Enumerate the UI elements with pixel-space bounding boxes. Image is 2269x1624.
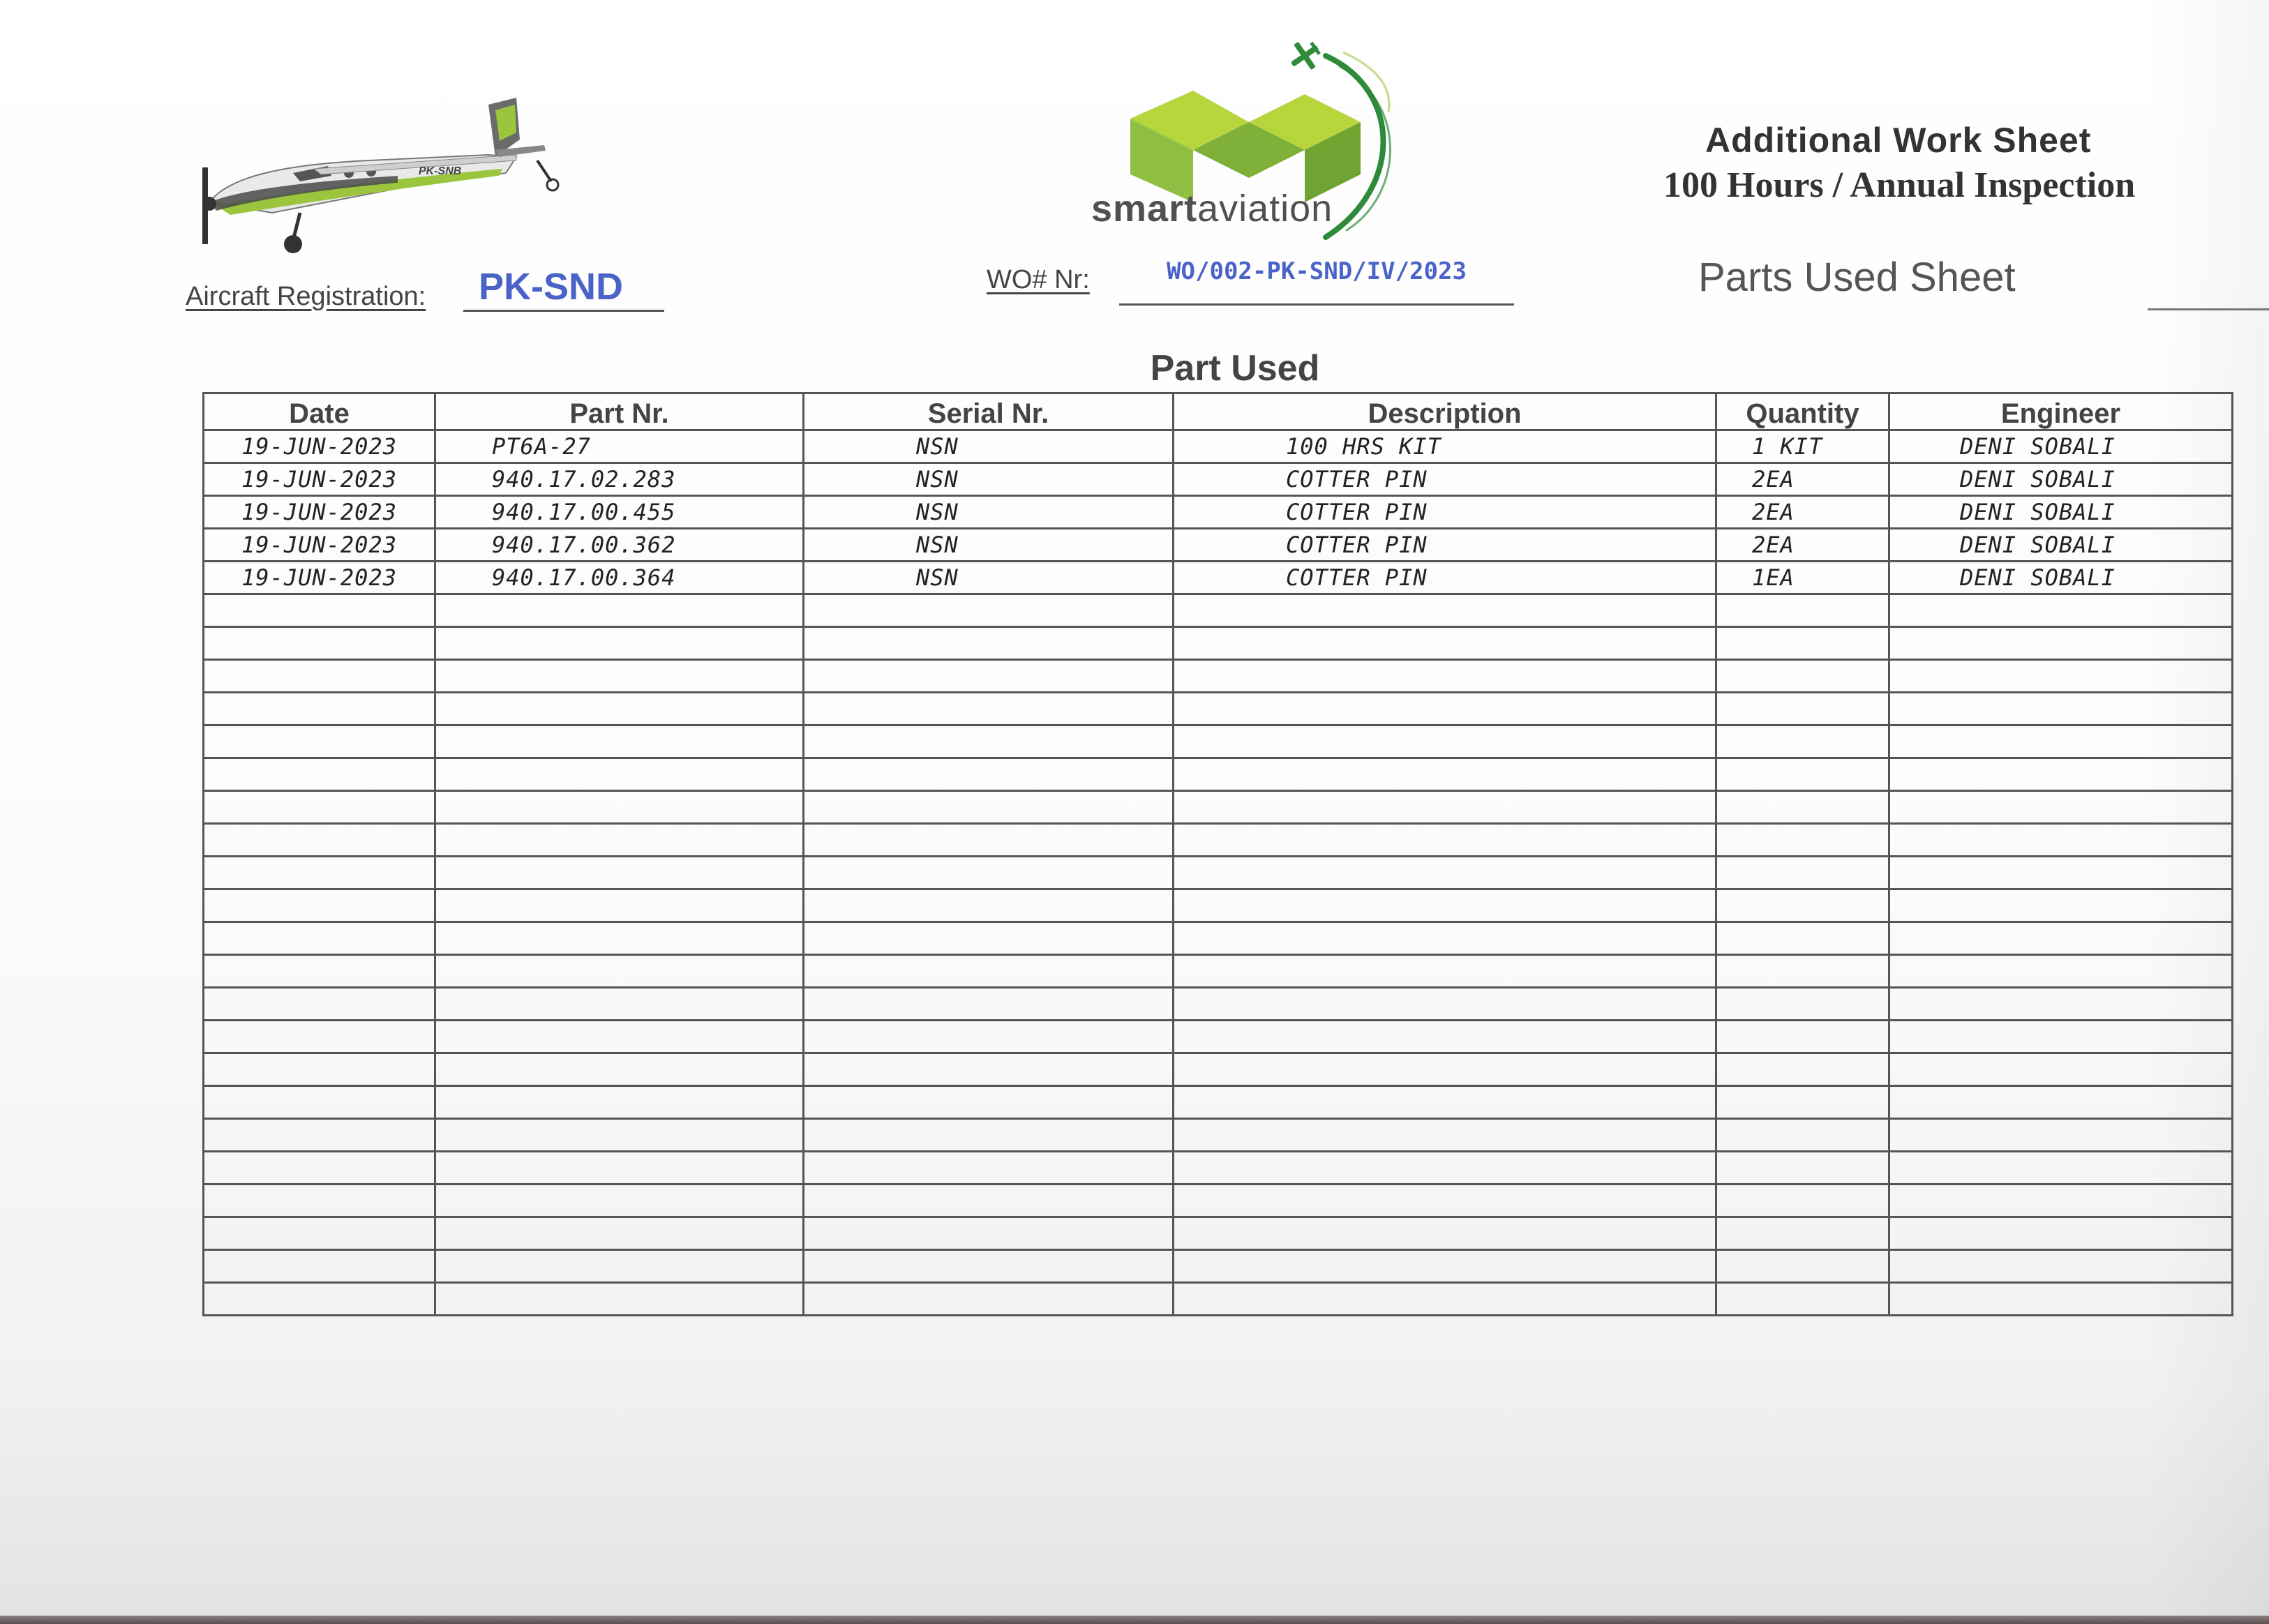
cell-engineer: DENI SOBALI	[1889, 430, 2233, 463]
cell-date-blank	[204, 1086, 435, 1119]
table-row	[204, 463, 2233, 496]
cell-quantity-blank	[1716, 1053, 1889, 1086]
cell-part-nr-blank	[435, 889, 804, 922]
cell-part-nr-blank	[435, 1283, 804, 1316]
cell-description-blank	[1174, 889, 1716, 922]
cell-date: 19-JUN-2023	[204, 562, 435, 594]
cell-engineer: DENI SOBALI	[1889, 496, 2233, 529]
cell-serial-nr-blank	[804, 791, 1174, 824]
cell-engineer-blank	[1889, 955, 2233, 988]
table-row-blank	[204, 955, 2233, 988]
cell-description-blank	[1174, 922, 1716, 955]
cell-quantity-blank	[1716, 693, 1889, 725]
cell-description: COTTER PIN	[1174, 529, 1716, 562]
cell-date: 19-JUN-2023	[204, 430, 435, 463]
table-row-blank	[204, 988, 2233, 1021]
table-row-blank	[204, 758, 2233, 791]
cell-part-nr-blank	[435, 1119, 804, 1152]
cell-serial-nr-blank	[804, 955, 1174, 988]
cell-part-nr-blank	[435, 1250, 804, 1283]
cell-description-blank	[1174, 1217, 1716, 1250]
table-row-blank	[204, 594, 2233, 627]
table-row	[204, 496, 2233, 529]
cell-quantity-blank	[1716, 1086, 1889, 1119]
cell-description-blank	[1174, 693, 1716, 725]
cell-engineer-blank	[1889, 594, 2233, 627]
table-row-blank	[204, 922, 2233, 955]
cell-quantity-blank	[1716, 758, 1889, 791]
cell-serial-nr-blank	[804, 1217, 1174, 1250]
cell-engineer: DENI SOBALI	[1889, 463, 2233, 496]
cell-serial-nr-blank	[804, 1250, 1174, 1283]
cell-quantity-blank	[1716, 1152, 1889, 1185]
cell-date-blank	[204, 627, 435, 660]
aircraft-tail-number: PK-SNB	[419, 165, 462, 177]
cell-serial-nr-blank	[804, 594, 1174, 627]
table-title: Part Used	[1150, 348, 1320, 389]
table-row-blank	[204, 627, 2233, 660]
cell-description-blank	[1174, 1119, 1716, 1152]
cell-date-blank	[204, 824, 435, 857]
cell-description-blank	[1174, 1250, 1716, 1283]
cell-serial-nr-blank	[804, 922, 1174, 955]
cell-engineer-blank	[1889, 857, 2233, 889]
table-row-blank	[204, 1152, 2233, 1185]
table-row-blank	[204, 791, 2233, 824]
sheet-title: Additional Work Sheet	[1705, 121, 2092, 160]
cell-part-nr-blank	[435, 922, 804, 955]
cell-description: COTTER PIN	[1174, 562, 1716, 594]
logo-wordmark	[1091, 187, 1333, 230]
aircraft-illustration	[188, 91, 579, 258]
cell-description-blank	[1174, 988, 1716, 1021]
column-header-description: Description	[1174, 393, 1716, 430]
cell-description-blank	[1174, 594, 1716, 627]
cell-quantity-blank	[1716, 1283, 1889, 1316]
cell-engineer-blank	[1889, 1053, 2233, 1086]
cell-engineer-blank	[1889, 1250, 2233, 1283]
cell-date-blank	[204, 1119, 435, 1152]
cell-engineer-blank	[1889, 1283, 2233, 1316]
cell-description-blank	[1174, 1021, 1716, 1053]
aircraft-registration-label: Aircraft Registration:	[186, 282, 426, 311]
cell-engineer-blank	[1889, 824, 2233, 857]
cell-serial-nr-blank	[804, 1086, 1174, 1119]
cell-quantity-blank	[1716, 955, 1889, 988]
cell-date: 19-JUN-2023	[204, 463, 435, 496]
cell-description-blank	[1174, 725, 1716, 758]
cell-serial-nr-blank	[804, 857, 1174, 889]
cell-serial-nr-blank	[804, 1053, 1174, 1086]
cell-description-blank	[1174, 758, 1716, 791]
cell-date-blank	[204, 988, 435, 1021]
cell-part-nr-blank	[435, 791, 804, 824]
table-row-blank	[204, 1086, 2233, 1119]
cell-date: 19-JUN-2023	[204, 496, 435, 529]
cell-engineer-blank	[1889, 791, 2233, 824]
cell-serial-nr-blank	[804, 725, 1174, 758]
cell-engineer: DENI SOBALI	[1889, 529, 2233, 562]
cell-part-nr-blank	[435, 824, 804, 857]
cell-quantity: 2EA	[1716, 529, 1889, 562]
cell-quantity-blank	[1716, 1217, 1889, 1250]
cell-part-nr-blank	[435, 1086, 804, 1119]
cell-serial-nr: NSN	[804, 430, 1174, 463]
cell-date-blank	[204, 693, 435, 725]
cell-date-blank	[204, 889, 435, 922]
cell-description-blank	[1174, 1086, 1716, 1119]
table-row-blank	[204, 1119, 2233, 1152]
cell-quantity-blank	[1716, 725, 1889, 758]
cell-description-blank	[1174, 857, 1716, 889]
table-row-blank	[204, 1283, 2233, 1316]
cell-serial-nr: NSN	[804, 529, 1174, 562]
cell-serial-nr: NSN	[804, 496, 1174, 529]
column-header-date: Date	[204, 393, 435, 430]
sheet-number-line	[2148, 308, 2269, 310]
column-header-part-nr: Part Nr.	[435, 393, 804, 430]
table-row-blank	[204, 693, 2233, 725]
cell-date-blank	[204, 922, 435, 955]
cell-engineer-blank	[1889, 1119, 2233, 1152]
table-row-blank	[204, 889, 2233, 922]
table-row	[204, 562, 2233, 594]
sheet-type-label: Parts Used Sheet	[1698, 255, 2016, 300]
table-row-blank	[204, 1185, 2233, 1217]
parts-used-table	[202, 392, 2233, 1316]
cell-serial-nr-blank	[804, 693, 1174, 725]
cell-description-blank	[1174, 824, 1716, 857]
cell-quantity-blank	[1716, 988, 1889, 1021]
cell-part-nr-blank	[435, 1021, 804, 1053]
cell-date: 19-JUN-2023	[204, 529, 435, 562]
table-row-blank	[204, 660, 2233, 693]
cell-serial-nr-blank	[804, 1119, 1174, 1152]
cell-part-nr-blank	[435, 1152, 804, 1185]
cell-date-blank	[204, 1250, 435, 1283]
table-row	[204, 529, 2233, 562]
cell-serial-nr-blank	[804, 660, 1174, 693]
cell-date-blank	[204, 1185, 435, 1217]
cell-engineer-blank	[1889, 627, 2233, 660]
cell-serial-nr-blank	[804, 1283, 1174, 1316]
cell-serial-nr: NSN	[804, 562, 1174, 594]
cell-description-blank	[1174, 1053, 1716, 1086]
cell-date-blank	[204, 1053, 435, 1086]
cell-description: 100 HRS KIT	[1174, 430, 1716, 463]
table-row-blank	[204, 824, 2233, 857]
logo-wordmark-bold: smart	[1091, 188, 1198, 230]
table-row-blank	[204, 857, 2233, 889]
cell-engineer-blank	[1889, 1021, 2233, 1053]
cell-date-blank	[204, 594, 435, 627]
cell-part-nr: 940.17.00.455	[435, 496, 804, 529]
cell-date-blank	[204, 1021, 435, 1053]
cell-serial-nr-blank	[804, 889, 1174, 922]
cell-description-blank	[1174, 1185, 1716, 1217]
wo-number-value: WO/002-PK-SND/IV/2023	[1119, 253, 1514, 306]
cell-part-nr-blank	[435, 988, 804, 1021]
table-row-blank	[204, 1250, 2233, 1283]
cell-engineer-blank	[1889, 922, 2233, 955]
table-row	[204, 430, 2233, 463]
column-header-serial-nr: Serial Nr.	[804, 393, 1174, 430]
cell-quantity: 1EA	[1716, 562, 1889, 594]
cell-quantity-blank	[1716, 594, 1889, 627]
cell-engineer-blank	[1889, 889, 2233, 922]
cell-engineer-blank	[1889, 1152, 2233, 1185]
cell-engineer-blank	[1889, 660, 2233, 693]
cell-date-blank	[204, 955, 435, 988]
cell-engineer-blank	[1889, 1086, 2233, 1119]
cell-date-blank	[204, 791, 435, 824]
table-row-blank	[204, 1053, 2233, 1086]
cell-description-blank	[1174, 660, 1716, 693]
cell-engineer-blank	[1889, 725, 2233, 758]
cell-quantity-blank	[1716, 1185, 1889, 1217]
cell-quantity: 2EA	[1716, 463, 1889, 496]
column-header-quantity: Quantity	[1716, 393, 1889, 430]
cell-description-blank	[1174, 955, 1716, 988]
cell-serial-nr-blank	[804, 1185, 1174, 1217]
desk-edge	[0, 1616, 2269, 1624]
cell-serial-nr-blank	[804, 1152, 1174, 1185]
cell-description: COTTER PIN	[1174, 496, 1716, 529]
cell-part-nr-blank	[435, 1053, 804, 1086]
cell-engineer-blank	[1889, 693, 2233, 725]
cell-part-nr-blank	[435, 594, 804, 627]
cell-part-nr-blank	[435, 725, 804, 758]
cell-part-nr-blank	[435, 693, 804, 725]
cell-quantity-blank	[1716, 627, 1889, 660]
cell-part-nr: 940.17.00.364	[435, 562, 804, 594]
cell-part-nr: PT6A-27	[435, 430, 804, 463]
table-row-blank	[204, 725, 2233, 758]
cell-quantity-blank	[1716, 889, 1889, 922]
cell-quantity: 2EA	[1716, 496, 1889, 529]
cell-quantity-blank	[1716, 857, 1889, 889]
cell-engineer-blank	[1889, 1217, 2233, 1250]
cell-part-nr-blank	[435, 627, 804, 660]
cell-serial-nr-blank	[804, 627, 1174, 660]
cell-engineer-blank	[1889, 758, 2233, 791]
cell-part-nr-blank	[435, 660, 804, 693]
cell-description-blank	[1174, 791, 1716, 824]
column-header-engineer: Engineer	[1889, 393, 2233, 430]
cell-quantity-blank	[1716, 791, 1889, 824]
cell-engineer: DENI SOBALI	[1889, 562, 2233, 594]
cell-part-nr-blank	[435, 857, 804, 889]
cell-serial-nr-blank	[804, 988, 1174, 1021]
cell-description-blank	[1174, 627, 1716, 660]
cell-description: COTTER PIN	[1174, 463, 1716, 496]
cell-quantity-blank	[1716, 922, 1889, 955]
cell-part-nr-blank	[435, 955, 804, 988]
cell-quantity: 1 KIT	[1716, 430, 1889, 463]
cell-part-nr: 940.17.00.362	[435, 529, 804, 562]
cell-date-blank	[204, 758, 435, 791]
sheet-subtitle: 100 Hours / Annual Inspection	[1663, 165, 2136, 205]
cell-quantity-blank	[1716, 1250, 1889, 1283]
cell-quantity-blank	[1716, 660, 1889, 693]
cell-quantity-blank	[1716, 824, 1889, 857]
cell-date-blank	[204, 725, 435, 758]
cell-part-nr-blank	[435, 1217, 804, 1250]
cell-part-nr-blank	[435, 758, 804, 791]
cell-serial-nr: NSN	[804, 463, 1174, 496]
cell-description-blank	[1174, 1283, 1716, 1316]
cell-description-blank	[1174, 1152, 1716, 1185]
cell-date-blank	[204, 1152, 435, 1185]
cell-date-blank	[204, 660, 435, 693]
cell-quantity-blank	[1716, 1021, 1889, 1053]
cell-part-nr-blank	[435, 1185, 804, 1217]
cell-serial-nr-blank	[804, 758, 1174, 791]
logo-wordmark-light: aviation	[1197, 188, 1333, 230]
cell-date-blank	[204, 857, 435, 889]
cell-serial-nr-blank	[804, 824, 1174, 857]
table-row-blank	[204, 1021, 2233, 1053]
cell-engineer-blank	[1889, 988, 2233, 1021]
table-row-blank	[204, 1217, 2233, 1250]
cell-part-nr: 940.17.02.283	[435, 463, 804, 496]
cell-serial-nr-blank	[804, 1021, 1174, 1053]
cell-engineer-blank	[1889, 1185, 2233, 1217]
cell-quantity-blank	[1716, 1119, 1889, 1152]
table-header-row	[204, 393, 2233, 430]
cell-date-blank	[204, 1217, 435, 1250]
table-body	[204, 430, 2233, 1316]
wo-number-label: WO# Nr:	[987, 265, 1090, 294]
cell-date-blank	[204, 1283, 435, 1316]
aircraft-registration-value: PK-SND	[463, 264, 664, 312]
